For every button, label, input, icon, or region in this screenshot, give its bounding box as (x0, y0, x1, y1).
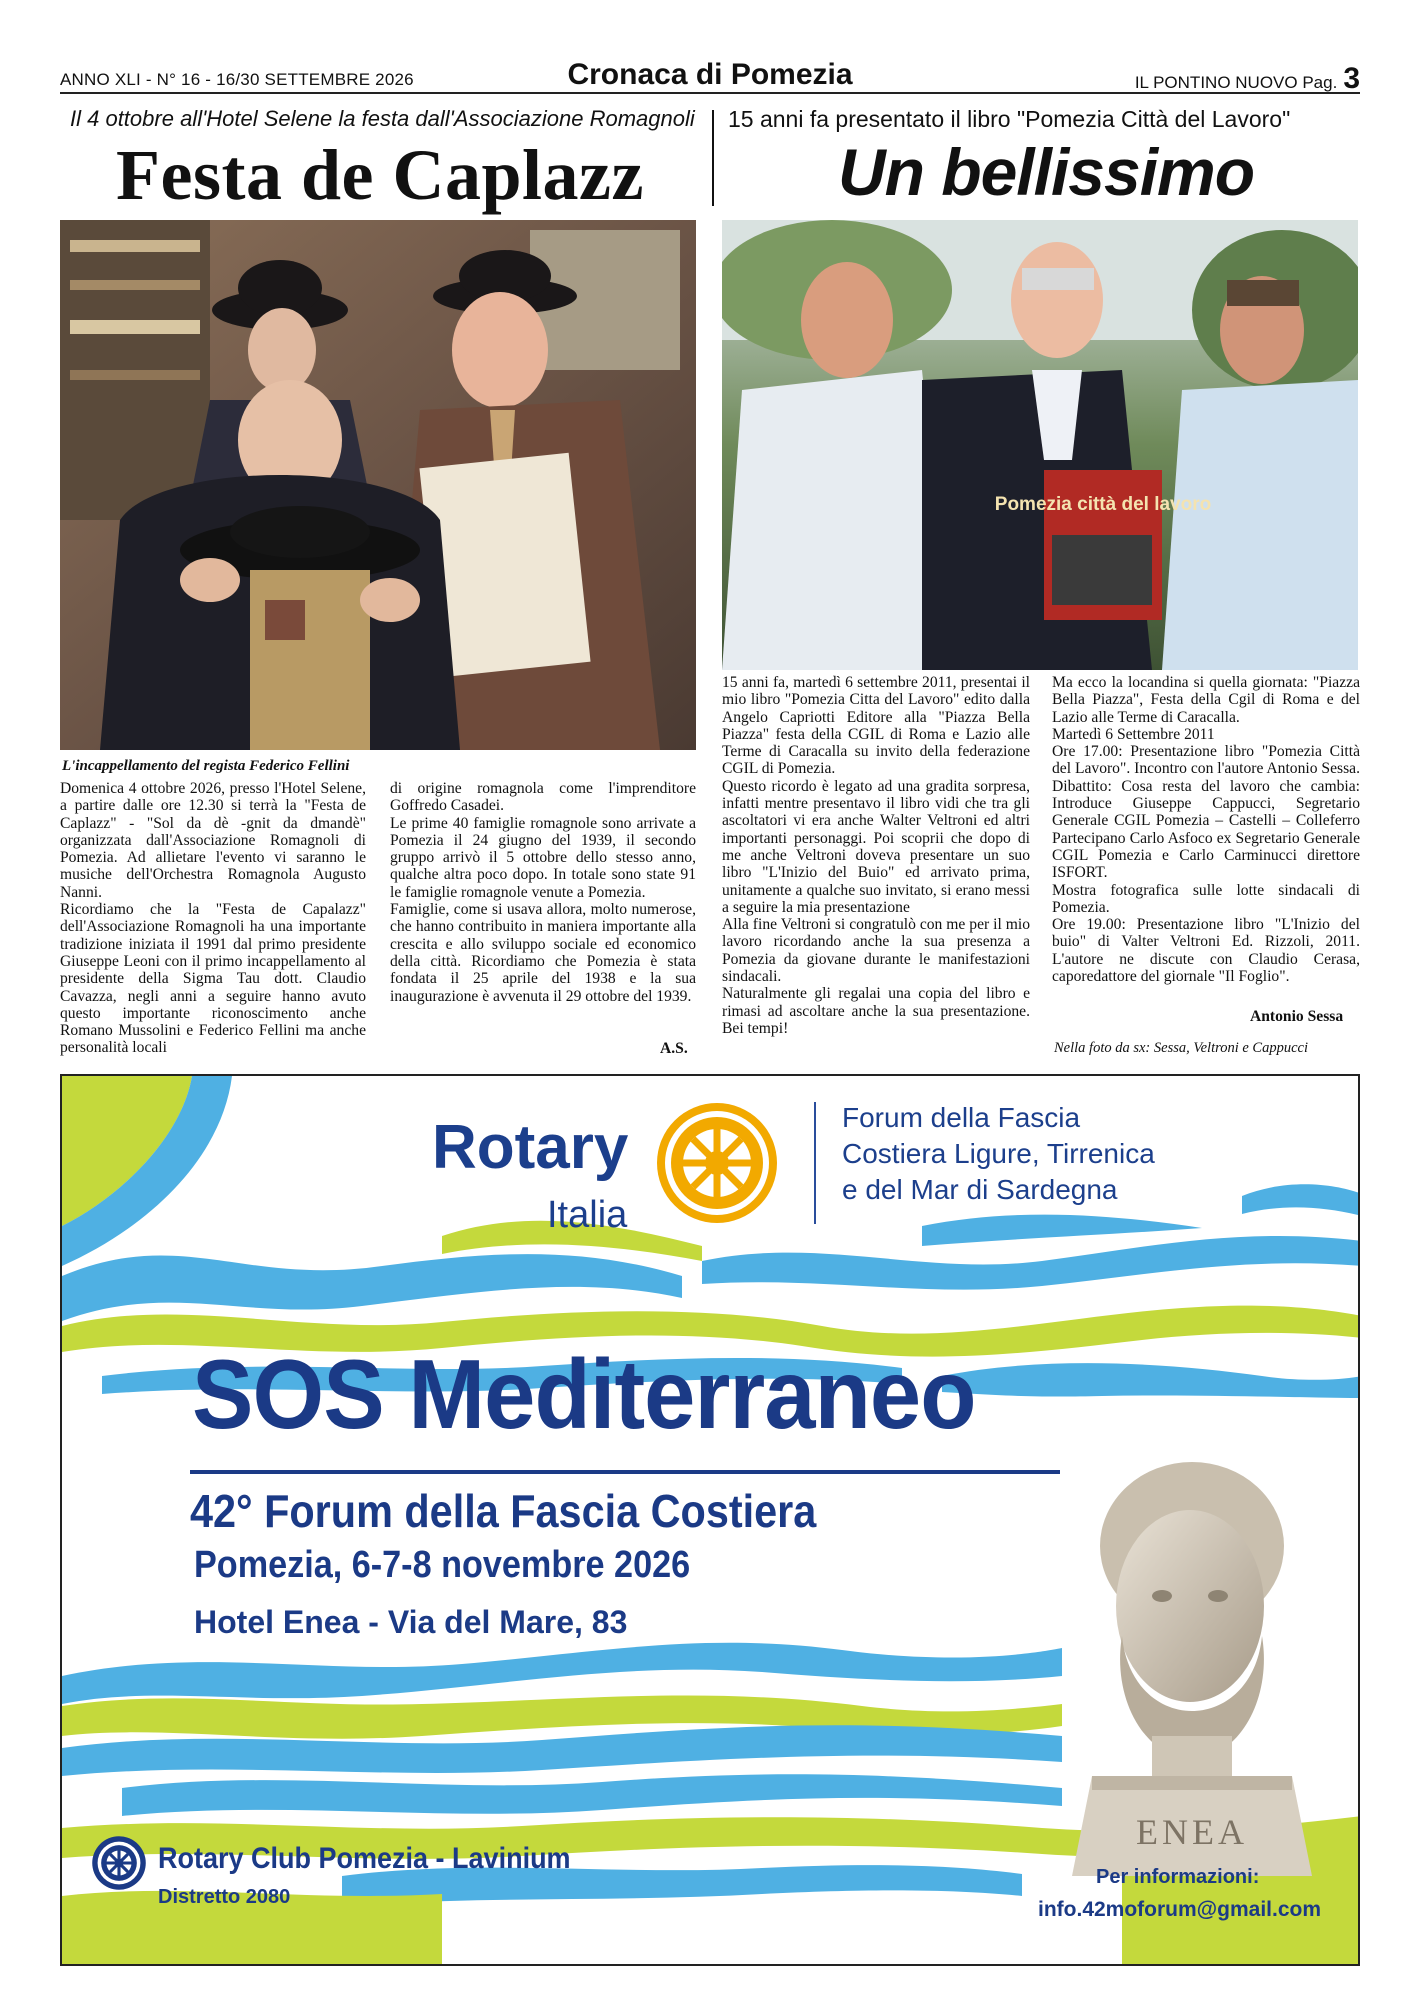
headline-rule (190, 1470, 1060, 1474)
paragraph: Questo ricordo è legato ad una gradita sorpresa, infatti mentre presentavo il libro vidi che tra gli ascoltatori vi era anche Walter Veltroni ed altri importanti personaggi. Poi scoprii che dopo di me anche Veltroni doveva presentare un suo libro "L'Inizio del Buio" ed arrivato prima, unitamente a qualche suo invitato, si erano messi a seguire la mia presentazione (722, 777, 1030, 916)
rotary-italia: Italia (547, 1194, 628, 1236)
event-venue: Hotel Enea - Via del Mare, 83 (194, 1604, 628, 1640)
forum-line: Costiera Ligure, Tirrenica (842, 1138, 1155, 1169)
club-wheel-icon (90, 1834, 148, 1892)
column-divider (712, 110, 714, 206)
section-title: Cronaca di Pomezia (567, 58, 853, 91)
issue-info: ANNO XLI - N° 16 - 16/30 SETTEMBRE 2026 (60, 70, 414, 89)
ad-headline: SOS Mediterraneo (192, 1339, 976, 1449)
paragraph: Domenica 4 ottobre 2026, presso l'Hotel Selene, a partire dalle ore 12.30 si terrà la "Festa de Caplazz" - "Sol da dè -gnit da dmandè" organizzata dall'Associazione Romagnoli di Pomezia. Ad allietare l'evento vi saranno le musiche dell'Orchestra Romagnola Augusto Nanni. (60, 780, 366, 901)
paragraph: Dibattito: Cosa resta del lavoro che cambia: Introduce Giuseppe Cappucci, Segretario Generale CGIL Pomezia – Castelli – Colleferro Partecipano Carlo Asfoco ex Segretario Generale CGIL Pomezia e Carlo Carminucci direttore ISFORT. (1052, 777, 1360, 882)
bust-inscription: ENEA (1136, 1812, 1248, 1852)
paragraph: Ricordiamo che la "Festa de Capalazz" dell'Associazione Romagnoli ha una importante tradizione iniziata il 1991 dal primo presidente Giuseppe Leoni con il primo incappellamento al presidente della Sigma Tau dott. Claudio Cavazza, negli anni a seguire hanno avuto questo importante riconoscimento anche Romano Mussolini e Federico Fellini ma anche personalità locali (60, 901, 366, 1057)
left-headline: Festa de Caplazz (116, 135, 644, 215)
paragraph: Ore 17.00: Presentazione libro "Pomezia Città del Lavoro". Incontro con l'autore Antonio Sessa. (1052, 743, 1360, 778)
paragraph: di origine romagnola come l'imprenditore Goffredo Casadei. (390, 780, 696, 815)
paragraph: Le prime 40 famiglie romagnole sono arrivate a Pomezia il 24 giugno del 1939, il secondo gruppo arrivò il 5 ottobre dello stesso anno, qualche altra poco dopo. In totale sono state 91 le famiglie romagnole venute a Pomezia. (390, 814, 696, 901)
paragraph: Martedì 6 Settembre 2011 (1052, 725, 1215, 743)
paragraph: Ore 19.00: Presentazione libro "L'Inizio del buio" di Valter Veltroni Ed. Rizzoli, 2011. L'autore ne discute con Claudio Cerasa, caporedattore del giornale "Il Foglio". (1052, 916, 1360, 986)
event-dates: Pomezia, 6-7-8 novembre 2026 (194, 1544, 691, 1586)
paper-label: IL PONTINO NUOVO Pag. (1134, 73, 1338, 92)
left-col-1 (60, 780, 366, 1057)
info-email: info.42moforum@gmail.com (1038, 1898, 1322, 1921)
right-headline: Un bellissimo (837, 135, 1255, 209)
paragraph: Famiglie, come si usava allora, molto numerose, che hanno contribuito in maniera importante alla crescita e allo sviluppo sociale ed economico della città. Ricordiamo che Pomezia è stata fondata il 25 aprile del 1938 e la sua inaugurazione è avvenuta il 29 ottobre del 1939. (390, 901, 696, 1005)
forum-edition: 42° Forum della Fascia Costiera (190, 1485, 817, 1537)
right-signature: Antonio Sessa (1250, 1008, 1344, 1025)
left-signature: A.S. (660, 1040, 688, 1057)
rotary-advertisement (60, 1074, 1360, 1966)
rotary-wheel-icon (652, 1098, 782, 1228)
paper-name (1135, 62, 1360, 96)
paragraph: Ma ecco la locandina si quella giornata: "Piazza Bella Piazza", Festa della Cgil di Roma e del Lazio alle Terme di Caracalla. (1052, 674, 1360, 726)
paragraph: Mostra fotografica sulle lotte sindacali di Pomezia. (1052, 881, 1360, 916)
right-col-2 (1052, 674, 1360, 985)
left-photo-caption: L'incappellamento del regista Federico Fellini (62, 758, 350, 774)
veltroni-photo (722, 220, 1358, 670)
right-kicker: 15 anni fa presentato il libro "Pomezia Città del Lavoro" (728, 106, 1291, 132)
rotary-wordmark: Rotary (432, 1113, 629, 1182)
paragraph: Naturalmente gli regalai una copia del libro e rimasi ad ascoltare anche la sua presentazione. Bei tempi! (722, 985, 1030, 1037)
left-col-2 (390, 780, 696, 1005)
left-kicker: Il 4 ottobre all'Hotel Selene la festa dall'Associazione Romagnoli (70, 106, 695, 131)
club-district: Distretto 2080 (158, 1886, 291, 1908)
enea-bust-image (1062, 1456, 1322, 1876)
fellini-photo (60, 220, 696, 750)
right-photo-caption: Nella foto da sx: Sessa, Veltroni e Cappucci (1054, 1040, 1308, 1056)
right-col-1 (722, 674, 1030, 1037)
info-label: Per informazioni: (1096, 1866, 1260, 1888)
forum-line: e del Mar di Sardegna (842, 1174, 1118, 1205)
page-number: 3 (1343, 62, 1360, 95)
club-name: Rotary Club Pomezia - Lavinium (158, 1842, 571, 1875)
forum-line: Forum della Fascia (842, 1102, 1081, 1133)
logo-separator (814, 1102, 816, 1224)
forum-title (842, 1100, 1155, 1208)
paragraph: Alla fine Veltroni si congratulò con me per il mio lavoro ricordando anche la sua presenza a Pomezia da giovane durante le manifestazioni sindacali. (722, 916, 1030, 986)
paragraph: 15 anni fa, martedì 6 settembre 2011, presentai il mio libro "Pomezia Citta del Lavoro" edito dalla Angelo Capriotti Editore alla "Piazza Bella Piazza" festa della CGIL di Roma e Lazio alle Terme di Caracalla su invito della federazione CGIL di Pomezia. (722, 674, 1030, 778)
book-title: Pomezia città del lavoro (994, 494, 1212, 515)
page-header (60, 58, 1360, 94)
